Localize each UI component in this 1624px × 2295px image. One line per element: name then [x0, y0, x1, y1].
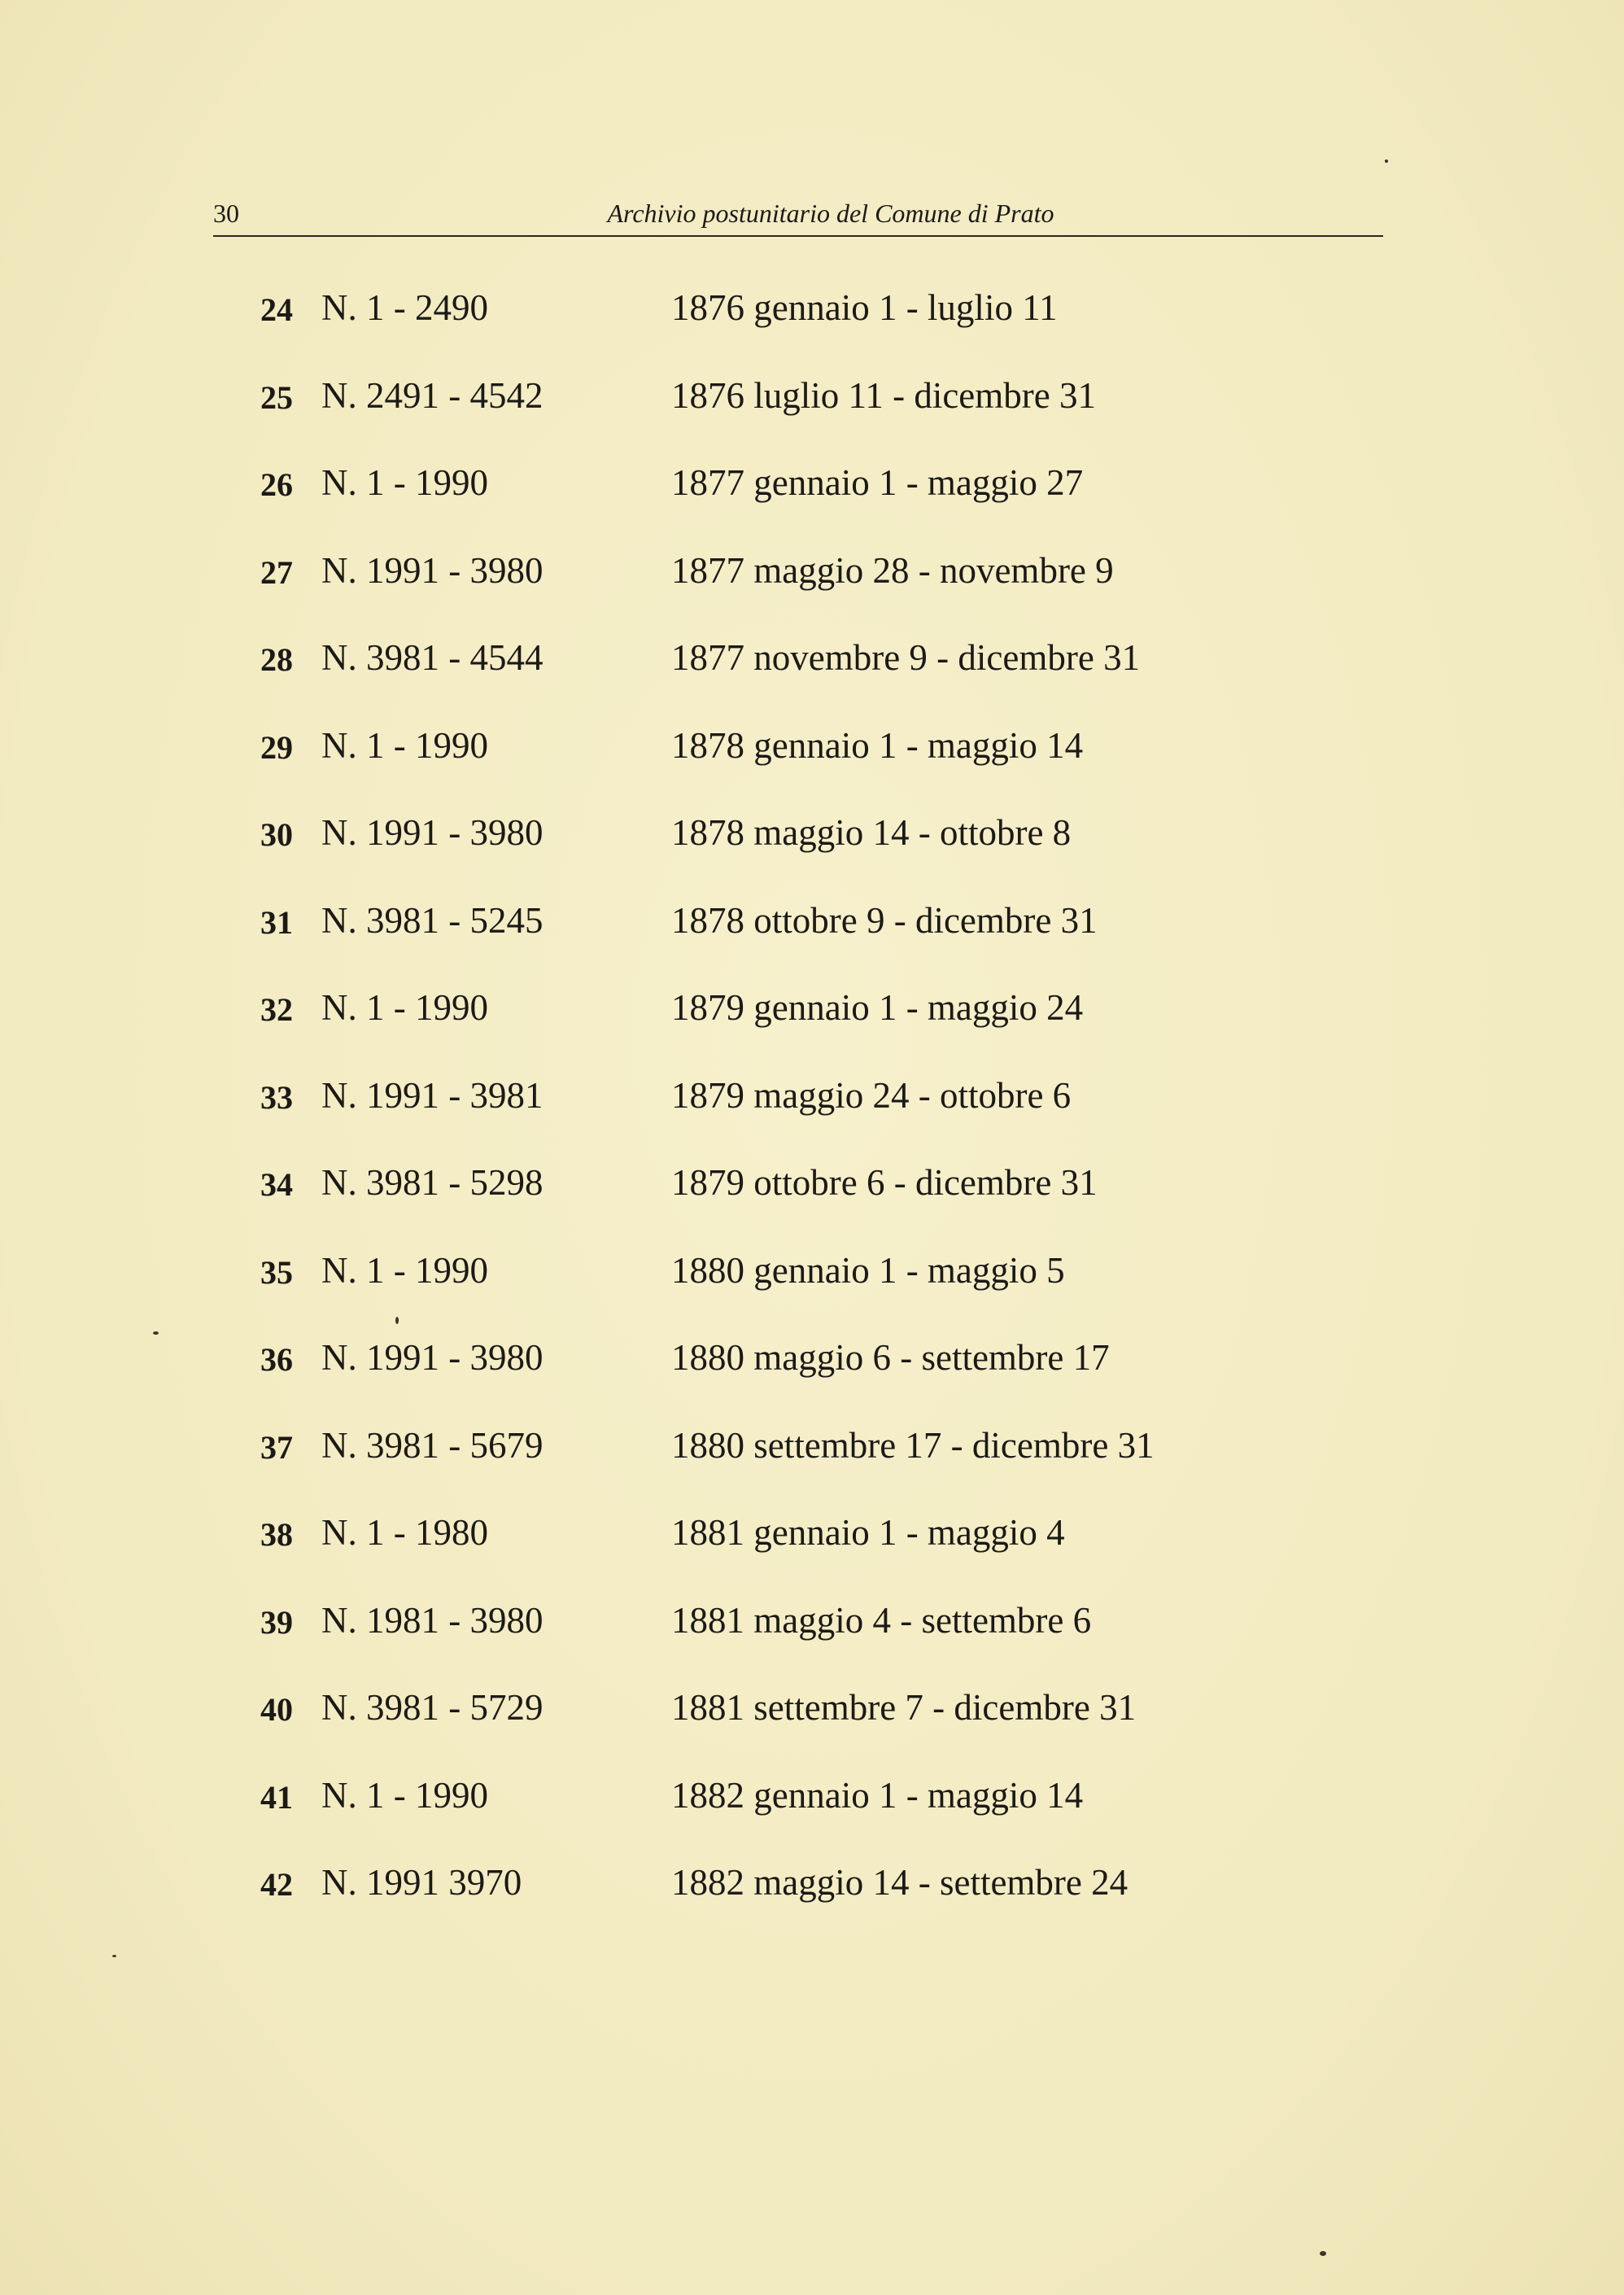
- table-row: [244, 986, 1302, 1074]
- table-row: [244, 636, 1302, 724]
- record-range: N. 3981 - 5298: [321, 1162, 544, 1203]
- row-number: 25: [260, 378, 293, 416]
- record-range: N. 1981 - 3980: [321, 1599, 544, 1641]
- page-number: 30: [213, 199, 239, 228]
- record-range: N. 1991 - 3981: [321, 1074, 544, 1116]
- table-row: [244, 374, 1302, 462]
- date-range: 1878 ottobre 9 - dicembre 31: [671, 899, 1098, 941]
- row-number: 42: [260, 1866, 293, 1903]
- date-range: 1876 gennaio 1 - luglio 11: [671, 287, 1058, 328]
- row-number: 26: [260, 466, 293, 503]
- table-row: [244, 1074, 1302, 1162]
- scan-speck: [1320, 2251, 1326, 2256]
- scan-speck: [395, 1317, 399, 1324]
- record-range: N. 3981 - 5245: [321, 899, 544, 941]
- row-number: 35: [260, 1253, 293, 1291]
- table-row: [244, 286, 1302, 374]
- date-range: 1879 gennaio 1 - maggio 24: [671, 987, 1084, 1028]
- table-row: [244, 1424, 1302, 1512]
- scan-speck: [112, 1955, 116, 1957]
- row-number: 28: [260, 641, 293, 678]
- date-range: 1877 maggio 28 - novembre 9: [671, 549, 1114, 591]
- record-range: N. 1 - 1990: [321, 1774, 488, 1816]
- table-row: [244, 1511, 1302, 1599]
- date-range: 1880 settembre 17 - dicembre 31: [671, 1424, 1155, 1466]
- date-range: 1877 gennaio 1 - maggio 27: [671, 462, 1084, 503]
- record-range: N. 1 - 1980: [321, 1512, 488, 1553]
- row-number: 34: [260, 1166, 293, 1203]
- row-number: 38: [260, 1516, 293, 1553]
- row-number: 31: [260, 903, 293, 941]
- record-range: N. 1 - 1990: [321, 987, 488, 1028]
- record-range: N. 1 - 2490: [321, 287, 488, 328]
- date-range: 1876 luglio 11 - dicembre 31: [671, 374, 1096, 416]
- record-range: N. 3981 - 5729: [321, 1687, 544, 1728]
- table-row: [244, 811, 1302, 899]
- table-row: [244, 1336, 1302, 1424]
- record-range: N. 1 - 1990: [321, 1249, 488, 1291]
- table-row: [244, 724, 1302, 812]
- table-row: [244, 1249, 1302, 1337]
- table-row: [244, 1686, 1302, 1774]
- running-title: Archivio postunitario del Comune di Prato: [607, 199, 1054, 228]
- row-number: 24: [260, 291, 293, 328]
- scan-speck: [1385, 160, 1388, 163]
- table-row: [244, 1774, 1302, 1862]
- date-range: 1881 gennaio 1 - maggio 4: [671, 1512, 1065, 1553]
- date-range: 1879 ottobre 6 - dicembre 31: [671, 1162, 1098, 1203]
- date-range: 1878 gennaio 1 - maggio 14: [671, 724, 1084, 766]
- row-number: 41: [260, 1778, 293, 1816]
- page-header: [213, 195, 1383, 236]
- date-range: 1880 gennaio 1 - maggio 5: [671, 1249, 1065, 1291]
- row-number: 27: [260, 553, 293, 591]
- table-row: [244, 461, 1302, 549]
- date-range: 1880 maggio 6 - settembre 17: [671, 1337, 1110, 1378]
- record-range: N. 2491 - 4542: [321, 374, 544, 416]
- date-range: 1882 maggio 14 - settembre 24: [671, 1862, 1129, 1903]
- row-number: 37: [260, 1428, 293, 1466]
- date-range: 1878 maggio 14 - ottobre 8: [671, 812, 1072, 853]
- table-row: [244, 1861, 1302, 1949]
- date-range: 1882 gennaio 1 - maggio 14: [671, 1774, 1084, 1816]
- date-range: 1879 maggio 24 - ottobre 6: [671, 1074, 1072, 1116]
- register-table: [244, 286, 1302, 1949]
- table-row: [244, 899, 1302, 987]
- row-number: 29: [260, 728, 293, 766]
- record-range: N. 1991 - 3980: [321, 549, 544, 591]
- record-range: N. 1991 - 3980: [321, 1337, 544, 1378]
- row-number: 40: [260, 1691, 293, 1728]
- record-range: N. 1991 3970: [321, 1862, 522, 1903]
- row-number: 30: [260, 816, 293, 853]
- date-range: 1881 settembre 7 - dicembre 31: [671, 1687, 1137, 1728]
- table-row: [244, 549, 1302, 637]
- date-range: 1881 maggio 4 - settembre 6: [671, 1599, 1092, 1641]
- record-range: N. 1 - 1990: [321, 462, 488, 503]
- record-range: N. 1 - 1990: [321, 724, 488, 766]
- scan-speck: [153, 1331, 159, 1335]
- row-number: 36: [260, 1341, 293, 1378]
- row-number: 39: [260, 1603, 293, 1641]
- row-number: 33: [260, 1078, 293, 1116]
- date-range: 1877 novembre 9 - dicembre 31: [671, 637, 1141, 678]
- record-range: N. 1991 - 3980: [321, 812, 544, 853]
- row-number: 32: [260, 991, 293, 1028]
- header-rule: [213, 235, 1383, 237]
- table-row: [244, 1161, 1302, 1249]
- table-row: [244, 1599, 1302, 1687]
- record-range: N. 3981 - 5679: [321, 1424, 544, 1466]
- record-range: N. 3981 - 4544: [321, 637, 544, 678]
